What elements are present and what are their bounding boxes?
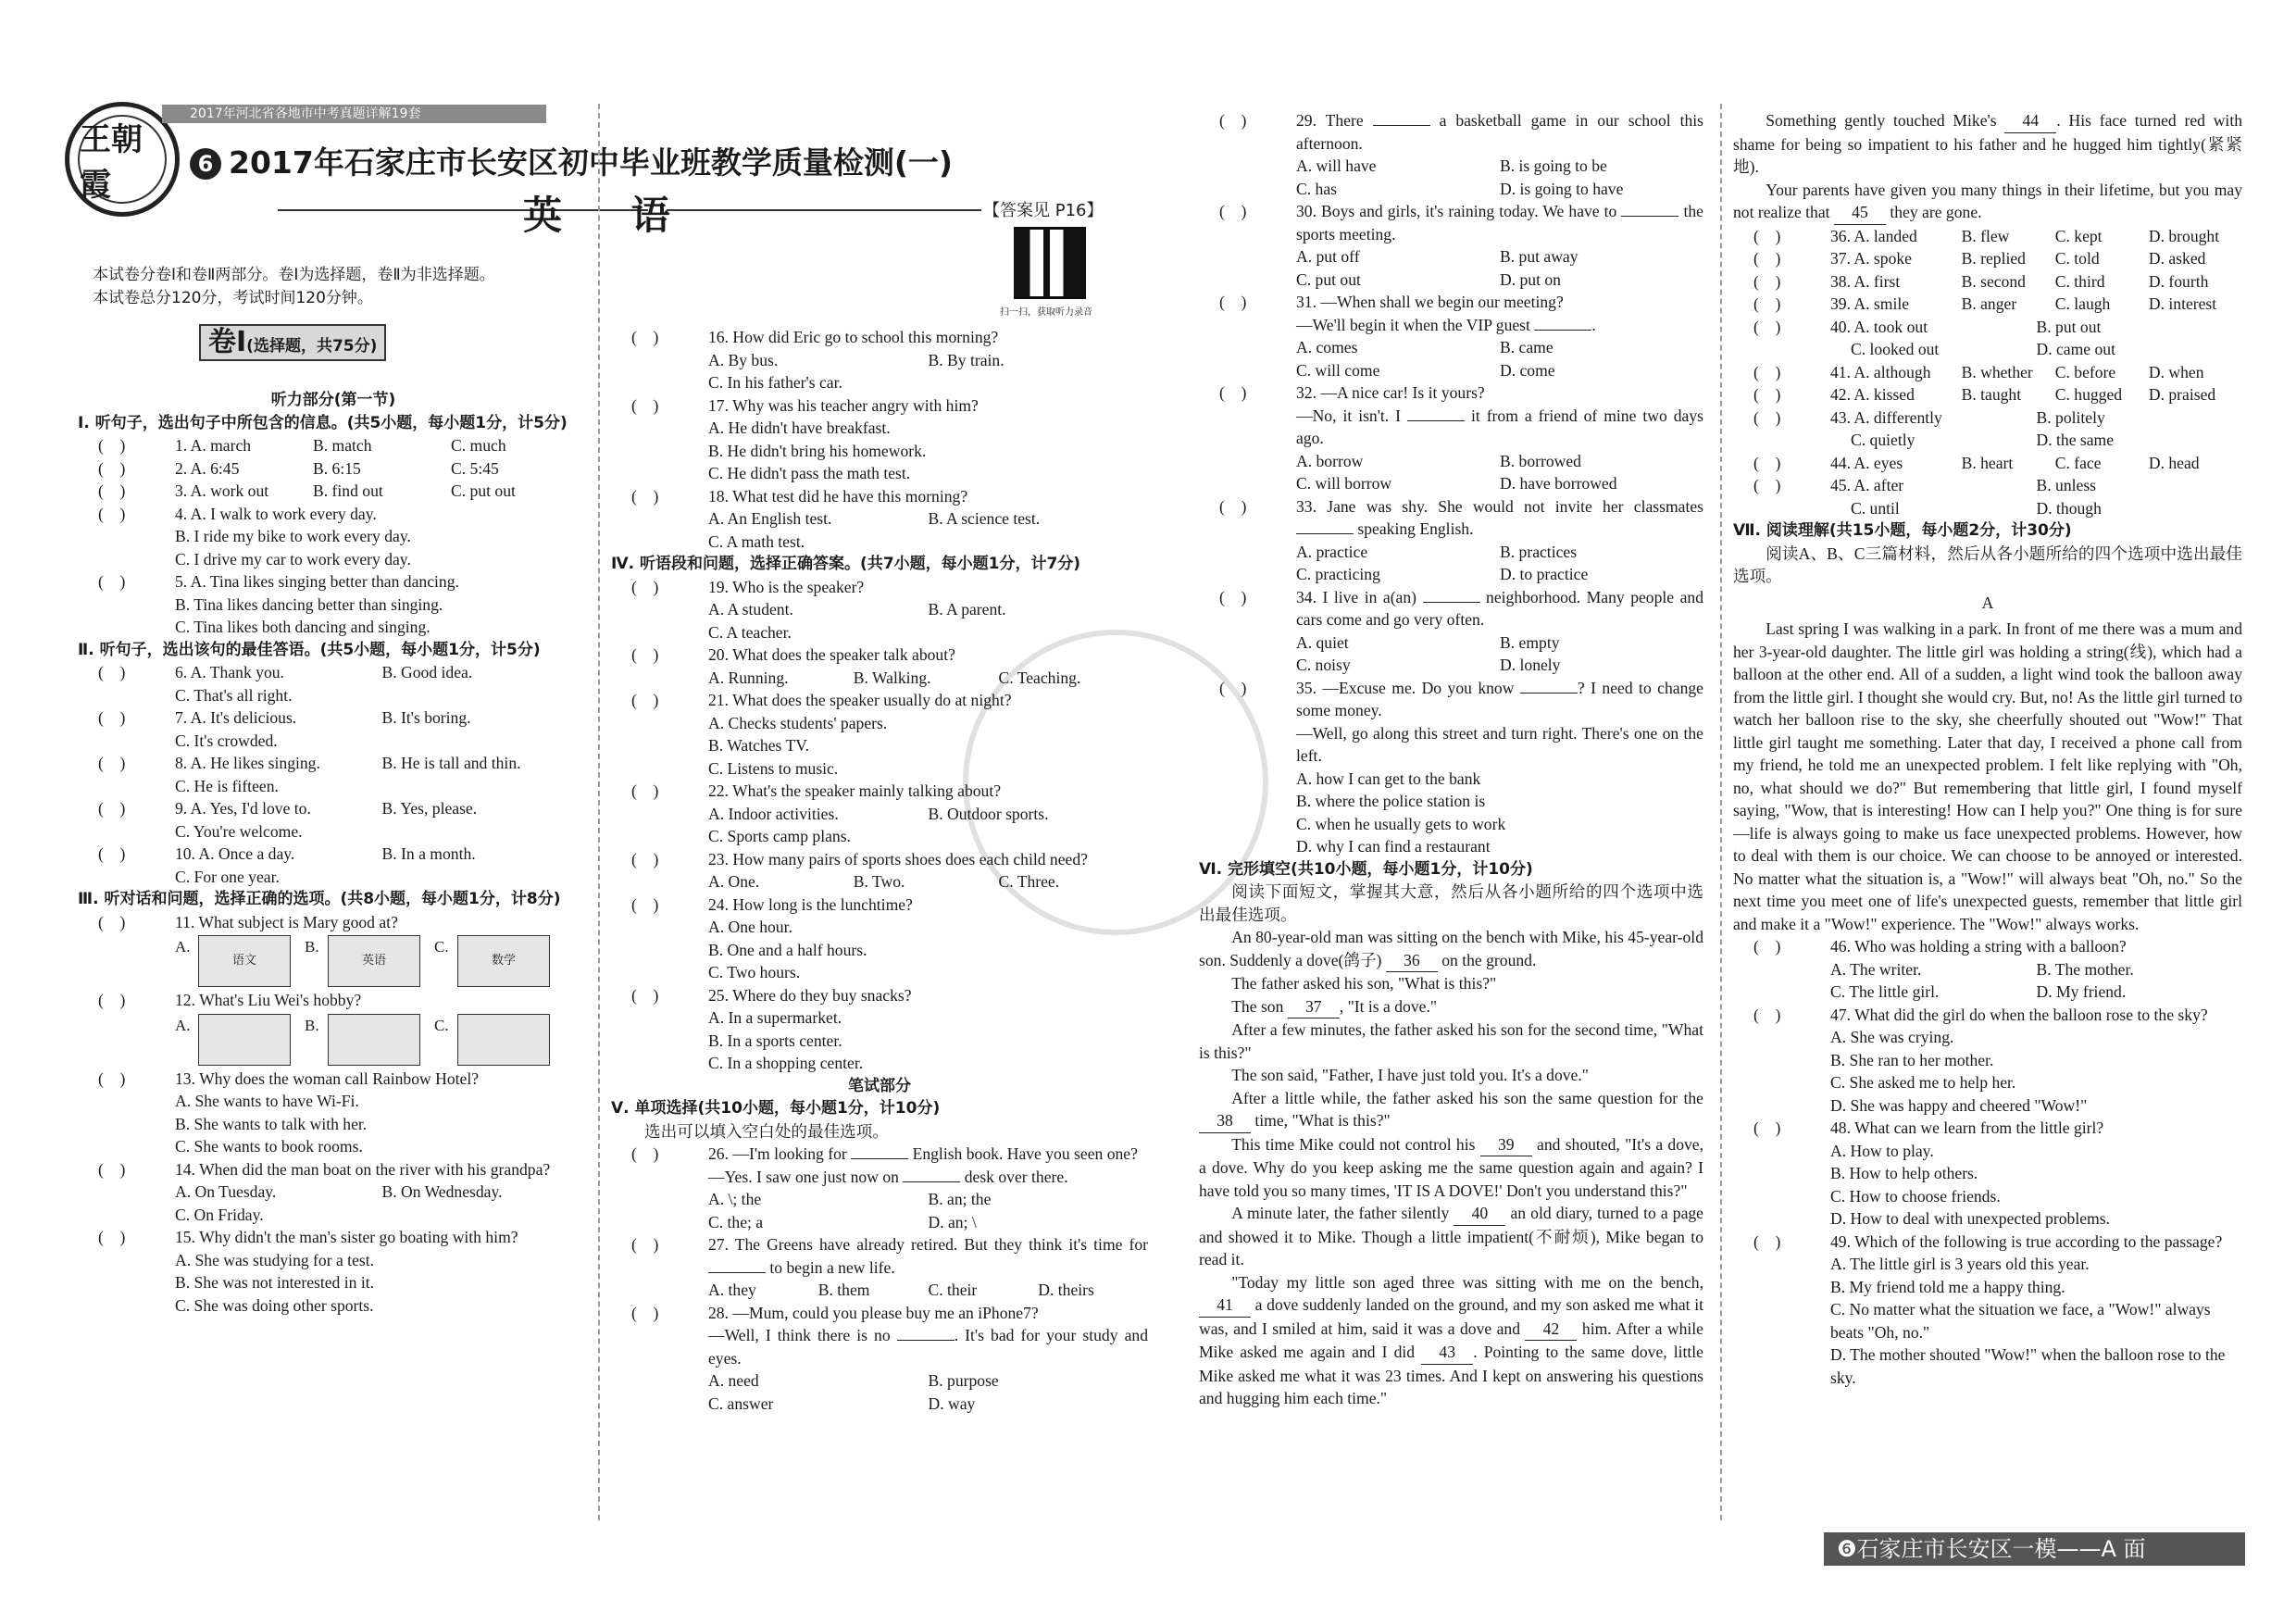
options: A. need B. purpose C. answer D. way xyxy=(708,1371,999,1413)
question-34: ( ) 34. I live in a(an) neighborhood. Many people and cars come and go very often. xyxy=(1199,586,1703,631)
question-16: ( ) 16. How did Eric go to school this morning? xyxy=(611,326,1148,349)
answer-blank[interactable]: ( ) xyxy=(1753,1005,1781,1024)
book-icon: C. 数学 xyxy=(457,935,550,987)
option: 9. A. Yes, I'd love to. xyxy=(175,799,311,818)
column-3 xyxy=(1199,109,1703,1410)
option: B. It's boring. xyxy=(381,708,471,727)
option: 6. A. Thank you. xyxy=(175,663,284,681)
question-44: ( ) 44. A. eyes B. heart C. face D. head xyxy=(1733,452,2242,475)
question-11 xyxy=(78,911,589,934)
question-46: ( ) 46. Who was holding a string with a balloon? xyxy=(1733,935,2242,958)
answer-blank[interactable]: ( ) xyxy=(98,799,126,818)
exam-number: 6 xyxy=(190,148,221,180)
answer-blank[interactable]: ( ) xyxy=(631,645,659,664)
cloze-paragraph: The son said, "Father, I have just told you. It's a dove." xyxy=(1231,1066,1589,1084)
column-2 xyxy=(611,326,1148,1415)
option: 7. A. It's delicious. xyxy=(175,708,297,727)
subject-rule-right xyxy=(667,209,981,211)
question-13 xyxy=(78,1068,589,1091)
option: C. 5:45 xyxy=(451,458,499,478)
question-48: ( ) 48. What can we learn from the little girl? xyxy=(1733,1117,2242,1140)
section-heading: Ⅳ. 听语段和问题，选择正确答案。(共7小题，每小题1分，计7分) xyxy=(611,555,1081,573)
answer-blank[interactable]: ( ) xyxy=(1753,476,1781,494)
fill-blank[interactable] xyxy=(897,1340,955,1341)
question-30: ( ) 30. Boys and girls, it's raining today. We have to the sports meeting. xyxy=(1199,200,1703,245)
question-40: ( ) 40. A. took out B. put out xyxy=(1733,316,2242,339)
answer-blank[interactable]: ( ) xyxy=(1219,293,1247,311)
question-18: ( ) 18. What test did he have this morning? xyxy=(611,485,1148,508)
option: B. Yes, please. xyxy=(381,799,478,818)
logo-text: 王朝霞 xyxy=(78,115,167,204)
question-2 xyxy=(78,457,589,481)
question-31: ( ) 31. —When shall we begin our meeting? —We'll begin it when the VIP guest . xyxy=(1199,291,1703,336)
fill-blank[interactable] xyxy=(851,1158,908,1159)
answer-blank[interactable]: ( ) xyxy=(1219,202,1247,220)
option: B. Tina likes dancing better than singing. xyxy=(175,594,443,614)
answer-blank[interactable]: ( ) xyxy=(98,912,126,931)
exam-instructions xyxy=(93,264,495,310)
options: A. In a supermarket. B. In a sports center. C. In a shopping center. xyxy=(708,1008,864,1072)
question-26: ( ) 26. —I'm looking for English book. Have you seen one? —Yes. I saw one just now on desk over there. xyxy=(611,1143,1148,1188)
column-1 xyxy=(78,389,589,1317)
fill-blank[interactable] xyxy=(1296,533,1354,534)
section-heading: Ⅴ. 单项选择(共10小题，每小题1分，计10分) xyxy=(611,1099,941,1118)
options: C. looked out D. came out xyxy=(1851,340,2115,358)
answer-blank[interactable]: ( ) xyxy=(631,781,659,800)
question-7 xyxy=(78,706,589,730)
cloze-blank[interactable]: 41 xyxy=(1199,1293,1251,1318)
answer-blank[interactable]: ( ) xyxy=(98,754,126,772)
question-15 xyxy=(78,1226,589,1249)
question-29: ( ) 29. There a basketball game in our school this afternoon. xyxy=(1199,109,1703,155)
options: A. One hour. B. One and a half hours. C. Two hours. xyxy=(708,918,867,981)
qr-caption: 扫一扫，获取听力录音 xyxy=(1000,307,1092,318)
option: B. I ride my bike to work every day. xyxy=(175,527,411,545)
answer-blank[interactable]: ( ) xyxy=(1753,407,1781,427)
cloze-paragraph: The son 37 , "It is a dove." xyxy=(1199,995,1703,1019)
cloze-paragraph: An 80-year-old man was sitting on the bench with Mike, his 45-year-old son. Suddenly a dove(鸽子) 36 on the ground. xyxy=(1199,926,1703,972)
question-43: ( ) 43. A. differently B. politely xyxy=(1733,406,2242,430)
cloze-paragraph: Something gently touched Mike's 44 . His face turned red with shame for being so impatient to his father and he hugged him tightly(紧紧地). xyxy=(1733,111,2242,176)
options xyxy=(78,730,589,753)
options: A. An English test. B. A science test. C. A math test. xyxy=(708,509,1041,551)
person-reading-icon: C. xyxy=(457,1014,550,1066)
answer-blank[interactable]: ( ) xyxy=(631,328,659,346)
answer-blank[interactable]: ( ) xyxy=(1753,385,1781,404)
section-heading: Ⅰ. 听句子，选出句子中所包含的信息。(共5小题，每小题1分，计5分) xyxy=(78,413,568,432)
intro-line-2: 本试卷总分120分，考试时间120分钟。 xyxy=(93,289,373,307)
options: A. quiet B. empty C. noisy D. lonely xyxy=(1296,632,1561,674)
fill-blank[interactable] xyxy=(903,1181,960,1182)
answer-blank[interactable]: ( ) xyxy=(98,663,126,681)
option: 4. A. I walk to work every day. xyxy=(175,504,377,523)
cloze-blank[interactable]: 36 xyxy=(1386,949,1438,973)
answer-blank[interactable]: ( ) xyxy=(98,481,126,500)
options: A. borrow B. borrowed C. will borrow D. have borrowed xyxy=(1296,451,1617,493)
question-9 xyxy=(78,797,589,820)
option: C. For one year. xyxy=(175,867,280,886)
section-heading: Ⅶ. 阅读理解(共15小题，每小题2分，计30分) xyxy=(1733,521,2072,540)
option: B. 6:15 xyxy=(313,458,361,478)
question-20: ( ) 20. What does the speaker talk about? xyxy=(611,644,1148,667)
cloze-blank[interactable]: 37 xyxy=(1288,995,1340,1019)
options: C. until D. though xyxy=(1851,498,2102,518)
option: C. Tina likes both dancing and singing. xyxy=(175,618,430,636)
cloze-paragraph: Your parents have given you many things in their lifetime, but you may not realize that 45 they are gone. xyxy=(1733,179,2242,225)
option: C. It's crowded. xyxy=(175,731,278,750)
question-6 xyxy=(78,661,589,684)
option: 3. A. work out xyxy=(175,481,269,500)
options xyxy=(78,525,589,570)
question-27: ( ) 27. The Greens have already retired. But they think it's time for to begin a new life. xyxy=(611,1233,1148,1279)
exam-title-text: 2017年石家庄市长安区初中毕业班教学质量检测(一) xyxy=(229,144,954,181)
cloze-blank[interactable]: 38 xyxy=(1199,1109,1251,1133)
book-icon: A. 语文 xyxy=(198,935,291,987)
answer-blank[interactable]: ( ) xyxy=(631,691,659,709)
volume-note: (选择题，共75分) xyxy=(246,337,378,356)
question-22: ( ) 22. What's the speaker mainly talking about? xyxy=(611,780,1148,803)
options: A. By bus. B. By train. C. In his father's car. xyxy=(708,350,1004,392)
question-text: 12. What's Liu Wei's hobby? xyxy=(175,991,362,1009)
series-banner: 2017年河北省各地市中考真题详解19套 xyxy=(162,105,546,123)
options: A. How to play. B. How to help others. C. How to choose friends. D. How to deal with unexpected problems. xyxy=(1830,1141,2110,1228)
options: A. Checks students' papers. B. Watches TV. C. Listens to music. xyxy=(708,713,888,778)
question-38: ( ) 38. A. first B. second C. third D. fourth xyxy=(1733,270,2242,294)
cloze-blank[interactable]: 45 xyxy=(1834,201,1886,225)
options: A. She wants to have Wi-Fi. B. She wants to talk with her. C. She wants to book rooms. xyxy=(175,1092,368,1156)
answer-blank[interactable]: ( ) xyxy=(1753,1118,1781,1137)
question-12 xyxy=(78,989,589,1012)
question-text: 15. Why didn't the man's sister go boating with him? xyxy=(175,1228,518,1246)
picture-options xyxy=(78,1014,589,1066)
question-45: ( ) 45. A. after B. unless xyxy=(1733,474,2242,497)
question-28: ( ) 28. —Mum, could you please buy me an iPhone7? —Well, I think there is no . It's bad for your study and eyes. xyxy=(611,1302,1148,1370)
question-4 xyxy=(78,503,589,526)
question-3 xyxy=(78,480,589,503)
question-21: ( ) 21. What does the speaker usually do at night? xyxy=(611,689,1148,712)
book-icon: B. 英语 xyxy=(328,935,420,987)
exam-title xyxy=(190,139,953,182)
answer-blank[interactable]: ( ) xyxy=(98,1159,126,1179)
answer-blank[interactable]: ( ) xyxy=(98,844,126,863)
options: A. He didn't have breakfast. B. He didn't bring his homework. C. He didn't pass the math test. xyxy=(708,419,927,482)
options: A. how I can get to the bank B. where the police station is C. when he usually gets to work D. why I can find a restaurant xyxy=(1296,769,1506,856)
answer-blank[interactable]: ( ) xyxy=(631,1303,659,1322)
question-42: ( ) 42. A. kissed B. taught C. hugged D. praised xyxy=(1733,383,2242,406)
answer-blank[interactable]: ( ) xyxy=(631,894,659,914)
cloze-blank[interactable]: 43 xyxy=(1421,1341,1473,1365)
options: A. The little girl is 3 years old this year. B. My friend told me a happy thing. C. No matter what the situation we face, a "Wow!" always beats "Oh, no." D. The mother shouted "Wow!" when the balloon rose to the sky. xyxy=(1830,1255,2226,1387)
answer-blank[interactable]: ( ) xyxy=(98,708,126,727)
options xyxy=(78,684,589,707)
option: 8. A. He likes singing. xyxy=(175,754,320,772)
answer-blank[interactable]: ( ) xyxy=(98,436,126,455)
options: A. comes B. came C. will come D. come xyxy=(1296,338,1555,380)
question-10 xyxy=(78,843,589,866)
intro-line-1: 本试卷分卷Ⅰ和卷Ⅱ两部分。卷Ⅰ为选择题，卷Ⅱ为非选择题。 xyxy=(93,266,495,284)
question-47: ( ) 47. What did the girl do when the balloon rose to the sky? xyxy=(1733,1004,2242,1027)
section-subtitle: 选出可以填入空白处的最佳选项。 xyxy=(644,1121,889,1141)
options: C. quietly D. the same xyxy=(1851,431,2115,449)
options: A. they B. them C. their D. theirs xyxy=(708,1281,1094,1299)
options xyxy=(78,775,589,798)
answer-blank[interactable]: ( ) xyxy=(1219,111,1247,130)
picture-options xyxy=(78,935,589,987)
option: B. find out xyxy=(313,481,383,500)
answer-blank[interactable]: ( ) xyxy=(98,1228,126,1246)
answer-blank[interactable]: ( ) xyxy=(1753,317,1781,336)
option: 5. A. Tina likes singing better than dancing. xyxy=(175,572,459,591)
fill-blank[interactable] xyxy=(1621,216,1678,217)
option: 1. A. march xyxy=(175,436,252,455)
fill-blank[interactable] xyxy=(708,1272,766,1273)
column-4 xyxy=(1733,109,2242,1389)
question-text: 11. What subject is Mary good at? xyxy=(175,912,398,931)
section-subtitle: 阅读下面短文，掌握其大意，然后从各小题所给的四个选项中选出最佳选项。 xyxy=(1199,882,1703,924)
answer-blank[interactable]: ( ) xyxy=(631,985,659,1005)
answer-blank[interactable]: ( ) xyxy=(1753,249,1781,268)
option: B. In a month. xyxy=(381,844,476,863)
question-49: ( ) 49. Which of the following is true according to the passage? xyxy=(1733,1231,2242,1254)
answer-blank[interactable]: ( ) xyxy=(631,577,659,596)
option: 10. A. Once a day. xyxy=(175,844,295,863)
question-25: ( ) 25. Where do they buy snacks? xyxy=(611,984,1148,1007)
option: C. You're welcome. xyxy=(175,821,303,841)
question-14 xyxy=(78,1158,589,1181)
fill-blank[interactable] xyxy=(1520,693,1578,694)
volume-label xyxy=(199,324,386,361)
cloze-paragraph: The father asked his son, "What is this?" xyxy=(1231,974,1497,993)
cloze-paragraph: After a little while, the father asked his son the same question for the 38 time, "What is this?" xyxy=(1199,1087,1703,1133)
options: A. One. B. Two. C. Three. xyxy=(708,872,1060,891)
option: C. much xyxy=(451,436,506,455)
options: A. She was crying. B. She ran to her mother. C. She asked me to help her. D. She was happy and cheered "Wow!" xyxy=(1830,1028,2088,1115)
question-text: 13. Why does the woman call Rainbow Hotel? xyxy=(175,1068,480,1088)
option: 2. A. 6:45 xyxy=(175,458,240,478)
options: A. Running. B. Walking. C. Teaching. xyxy=(708,668,1081,687)
fill-blank[interactable] xyxy=(1534,330,1591,331)
options: A. She was studying for a test. B. She was not interested in it. C. She was doing other sports. xyxy=(175,1250,375,1315)
film-reel-icon: B. xyxy=(328,1014,420,1066)
option: C. He is fifteen. xyxy=(175,776,279,795)
section-heading: Ⅱ. 听句子，选出该句的最佳答语。(共5小题，每小题1分，计5分) xyxy=(78,640,541,659)
options xyxy=(78,866,589,889)
question-1 xyxy=(78,434,589,457)
question-23: ( ) 23. How many pairs of sports shoes does each child need? xyxy=(611,848,1148,871)
answer-blank[interactable]: ( ) xyxy=(631,395,659,415)
answer-blank[interactable]: ( ) xyxy=(1753,271,1781,291)
answer-blank[interactable]: ( ) xyxy=(1753,1231,1781,1251)
answer-blank[interactable]: ( ) xyxy=(98,1068,126,1088)
question-37: ( ) 37. A. spoke B. replied C. told D. asked xyxy=(1733,247,2242,270)
answer-blank[interactable]: ( ) xyxy=(1753,453,1781,472)
options: A. Indoor activities. B. Outdoor sports. C. Sports camp plans. xyxy=(708,804,1049,845)
cloze-blank[interactable]: 44 xyxy=(2004,109,2056,133)
question-32: ( ) 32. —A nice car! Is it yours? —No, it isn't. I it from a friend of mine two days ago. xyxy=(1199,381,1703,450)
passage-label: A xyxy=(1981,593,1994,612)
cloze-blank[interactable]: 40 xyxy=(1454,1202,1505,1226)
answer-blank[interactable]: ( ) xyxy=(1219,587,1247,606)
option: C. I drive my car to work every day. xyxy=(175,549,411,569)
fill-blank[interactable] xyxy=(1373,125,1430,126)
options: A. practice B. practices C. practicing D. to practice xyxy=(1296,542,1589,583)
answer-blank[interactable]: ( ) xyxy=(631,1235,659,1254)
subject-title: 英 语 xyxy=(523,193,698,238)
answer-blank[interactable]: ( ) xyxy=(1219,383,1247,402)
options: A. will have B. is going to be C. has D. is going to have xyxy=(1296,156,1624,198)
section-title: 听力部分(第一节) xyxy=(270,391,396,409)
person-at-computer-icon: A. xyxy=(198,1014,291,1066)
qr-code-icon[interactable] xyxy=(1014,227,1086,299)
options xyxy=(78,594,589,639)
options: A. On Tuesday. B. On Wednesday. C. On Friday. xyxy=(175,1182,503,1224)
options: A. The writer. B. The mother. C. The little girl. D. My friend. xyxy=(1830,959,2134,1001)
answer-blank[interactable]: ( ) xyxy=(1753,362,1781,381)
cloze-blank[interactable]: 39 xyxy=(1480,1133,1532,1157)
cloze-blank[interactable]: 42 xyxy=(1525,1318,1577,1342)
option: B. He is tall and thin. xyxy=(381,754,521,772)
question-39: ( ) 39. A. smile B. anger C. laugh D. interest xyxy=(1733,293,2242,316)
section-title: 笔试部分 xyxy=(848,1076,911,1095)
cloze-paragraph: "Today my little son aged three was sitting with me on the bench, 41 a dove suddenly landed on the ground, and my son asked me what it was, and I smiled at him, said it was a dove and 42 him. After a while Mike asked me again and I did 43 . Pointing to the same dove, little Mike asked me what it was 23 times. And I kept on answering his questions and hugging him each time." xyxy=(1199,1272,1703,1407)
question-17: ( ) 17. Why was his teacher angry with him? xyxy=(611,394,1148,418)
answer-blank[interactable]: ( ) xyxy=(631,1144,659,1163)
fill-blank[interactable] xyxy=(1423,602,1480,603)
option: C. put out xyxy=(451,481,516,500)
answer-blank[interactable]: ( ) xyxy=(1753,294,1781,313)
options: A. put off B. put away C. put out D. put on xyxy=(1296,247,1578,289)
answer-blank[interactable]: ( ) xyxy=(98,572,126,591)
cloze-paragraph: A minute later, the father silently 40 an old diary, turned to a page and showed it to Mike. Though a little impatient(不耐烦), Mike began to read it. xyxy=(1199,1204,1703,1268)
question-33: ( ) 33. Jane was shy. She would not invite her classmates speaking English. xyxy=(1199,495,1703,541)
page-footer-label: ❻石家庄市长安区一模——A 面 xyxy=(1824,1532,2245,1566)
question-41: ( ) 41. A. although B. whether C. before D. when xyxy=(1733,361,2242,384)
answer-blank[interactable]: ( ) xyxy=(1219,496,1247,516)
answer-blank[interactable]: ( ) xyxy=(1753,226,1781,245)
section-heading: Ⅲ. 听对话和问题，选择正确的选项。(共8小题，每小题1分，计8分) xyxy=(78,890,561,908)
question-8 xyxy=(78,752,589,775)
answer-blank[interactable]: ( ) xyxy=(631,849,659,868)
cloze-paragraph: After a few minutes, the father asked his son for the second time, "What is this?" xyxy=(1199,1020,1703,1062)
cloze-paragraph: This time Mike could not control his 39 and shouted, "It's a dove, a dove. Why do you keep asking me the same question again and again? I have told you so many times, 'IT IS A DOVE!' Don't you understand this?" xyxy=(1199,1134,1703,1200)
answer-blank[interactable]: ( ) xyxy=(631,486,659,506)
option: B. match xyxy=(313,436,372,455)
question-text: 14. When did the man boat on the river with his grandpa? xyxy=(175,1159,551,1179)
question-5 xyxy=(78,570,589,594)
section-subtitle: 阅读A、B、C三篇材料，然后从各小题所给的四个选项中选出最佳选项。 xyxy=(1733,544,2242,585)
fill-blank[interactable] xyxy=(1407,420,1465,421)
options xyxy=(78,820,589,843)
option: B. Good idea. xyxy=(381,663,473,681)
column-divider xyxy=(598,104,600,1520)
question-36: ( ) 36. A. landed B. flew C. kept D. brought xyxy=(1733,225,2242,248)
section-heading: Ⅵ. 完形填空(共10小题，每小题1分，计10分) xyxy=(1199,859,1533,879)
answer-blank[interactable]: ( ) xyxy=(98,991,126,1009)
options: A. \; the B. an; the C. the; a D. an; \ xyxy=(708,1190,992,1231)
answer-blank[interactable]: ( ) xyxy=(98,458,126,478)
answer-blank[interactable]: ( ) xyxy=(1753,937,1781,956)
answer-blank[interactable]: ( ) xyxy=(1219,678,1247,697)
question-19: ( ) 19. Who is the speaker? xyxy=(611,576,1148,599)
answer-reference: 【答案见 P16】 xyxy=(983,201,1104,220)
volume-name: 卷Ⅰ xyxy=(208,326,247,358)
question-24: ( ) 24. How long is the lunchtime? xyxy=(611,893,1148,917)
column-divider xyxy=(1720,104,1722,1520)
options: A. A student. B. A parent. C. A teacher. xyxy=(708,600,1006,642)
option: C. That's all right. xyxy=(175,685,293,705)
answer-blank[interactable]: ( ) xyxy=(98,504,126,523)
question-35: ( ) 35. —Excuse me. Do you know ? I need to change some money. —Well, go along this street and turn right. There's one on the left. xyxy=(1199,677,1703,768)
reading-passage: Last spring I was walking in a park. In front of me there was a mum and her 3-year-old daughter. The little girl was holding a string(线), which had a balloon at the other end. All of a sudden, a light wind took the balloon away from the little girl. I thought she would cry. But, no! As the little girl turned to watch her balloon rise to the sky, she cheerfully shouted out "Wow!" That little girl taught me something. Later that day, I received a phone call from my friend, he told me an unexpected problem. I felt like replying with "Oh, no, what should we do?" But remembering that little girl, I found myself saying, "Wow, that is interesting! How can I help you?" One thing is for sure—life is always going to make us face unexpected problems. However, how to deal with them is our choice. We can choose to be annoyed or interested. No matter what the situation is, a "Wow!" will always beat "Oh, no." So the next time you meet one of life's unexpected guests, remember that little girl and make it a "Wow!" experience. The "Wow!" always works. xyxy=(1733,619,2242,933)
